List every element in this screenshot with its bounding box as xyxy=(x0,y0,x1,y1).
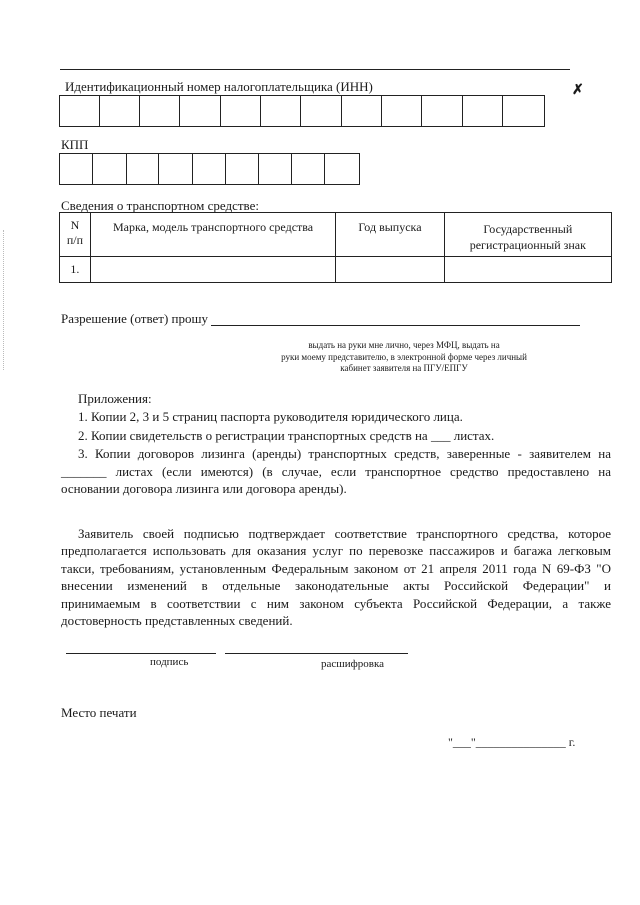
row-num-cell xyxy=(60,257,91,283)
kpp-cell[interactable] xyxy=(259,154,293,184)
decode-caption: расшифровка xyxy=(321,658,385,670)
inn-cell[interactable] xyxy=(60,96,100,126)
declaration-line3: такси, требованиям, установленным Федеральным законом от 21 апреля 2011 года N 69-ФЗ "О xyxy=(61,561,611,576)
col-header-model-text: Марка, модель транспортного средства xyxy=(112,220,314,234)
kpp-cell[interactable] xyxy=(325,154,359,184)
kpp-cell[interactable] xyxy=(127,154,160,184)
inn-grid xyxy=(59,95,545,127)
kpp-cell[interactable] xyxy=(159,154,193,184)
inn-cell[interactable] xyxy=(463,96,503,126)
kpp-cell[interactable] xyxy=(193,154,226,184)
inn-cell[interactable] xyxy=(261,96,301,126)
inn-cell[interactable] xyxy=(180,96,221,126)
declaration-line2: предполагается использовать для оказания услуг по перевозке пассажиров и багажа легковым xyxy=(61,543,611,558)
signature-caption: подпись xyxy=(150,656,189,668)
declaration-line6: достоверность представленных сведений. xyxy=(61,613,293,628)
permission-hint-line2: руки моему представителю, в электронной форме через личный xyxy=(281,352,527,362)
kpp-cell[interactable] xyxy=(60,154,93,184)
top-rule xyxy=(60,69,570,70)
declaration-line5: принимаемым в соответствии с ним законом субъекта Российской Федерации, а также xyxy=(61,596,611,611)
col-header-model xyxy=(90,213,335,257)
permission-answer-line[interactable] xyxy=(211,325,580,326)
attachment-item-3-line3: основании договора лизинга или договора аренды). xyxy=(61,481,347,496)
attachment-item-3-line2: _______ листах (если имеются) (в случае, если транспортное средство предоставлено на xyxy=(61,464,611,479)
kpp-cell[interactable] xyxy=(292,154,325,184)
inn-cell[interactable] xyxy=(382,96,422,126)
col-header-reg-line1: Государственный xyxy=(483,222,573,236)
decode-line[interactable] xyxy=(225,653,408,654)
declaration-line1: Заявитель своей подписью подтверждает соответствие транспортного средства, которое xyxy=(78,526,611,541)
kpp-cell[interactable] xyxy=(226,154,259,184)
row-model-cell[interactable] xyxy=(90,257,335,283)
inn-cell[interactable] xyxy=(422,96,463,126)
kpp-cell[interactable] xyxy=(93,154,127,184)
col-header-num xyxy=(60,213,91,257)
row-num: 1. xyxy=(70,262,80,276)
stamp-label: Место печати xyxy=(61,705,137,720)
col-header-year-text: Год выпуска xyxy=(358,220,422,234)
col-header-reg xyxy=(444,213,611,257)
inn-cell[interactable] xyxy=(342,96,382,126)
table-row xyxy=(60,257,612,283)
col-header-num-line2: п/п xyxy=(66,233,83,247)
inn-cell[interactable] xyxy=(503,96,544,126)
attachment-item-2: 2. Копии свидетельств о регистрации транспортных средств на ___ листах. xyxy=(78,428,495,443)
corner-mark: ✗ xyxy=(572,83,584,98)
vehicle-label: Сведения о транспортном средстве: xyxy=(61,198,259,213)
inn-cell[interactable] xyxy=(140,96,180,126)
attachments-title: Приложения: xyxy=(78,391,152,406)
row-reg-cell[interactable] xyxy=(444,257,611,283)
attachment-item-3-line1: 3. Копии договоров лизинга (аренды) транспортных средств, заверенные - заявителем на xyxy=(78,446,611,461)
attachment-item-1: 1. Копии 2, 3 и 5 страниц паспорта руководителя юридического лица. xyxy=(78,409,463,424)
scan-artifact xyxy=(3,230,4,370)
kpp-label: КПП xyxy=(61,137,89,152)
col-header-year xyxy=(336,213,444,257)
row-year-cell[interactable] xyxy=(336,257,444,283)
permission-hint-line3: кабинет заявителя на ПГУ/ЕПГУ xyxy=(340,363,468,373)
vehicle-table xyxy=(59,212,612,283)
col-header-num-line1: N xyxy=(70,218,80,232)
inn-cell[interactable] xyxy=(221,96,261,126)
permission-hint-line1: выдать на руки мне лично, через МФЦ, выдать на xyxy=(308,340,500,350)
kpp-grid xyxy=(59,153,360,185)
permission-label: Разрешение (ответ) прошу xyxy=(61,311,209,326)
inn-cell[interactable] xyxy=(301,96,342,126)
inn-cell[interactable] xyxy=(100,96,140,126)
inn-label: Идентификационный номер налогоплательщика (ИНН) xyxy=(65,79,373,94)
date-field[interactable]: "___"_______________ г. xyxy=(448,735,576,749)
signature-line[interactable] xyxy=(66,653,216,654)
declaration-line4: внесении изменений в отдельные законодательные акты Российской Федерации" и xyxy=(61,578,611,593)
col-header-reg-line2: регистрационный знак xyxy=(469,238,586,252)
